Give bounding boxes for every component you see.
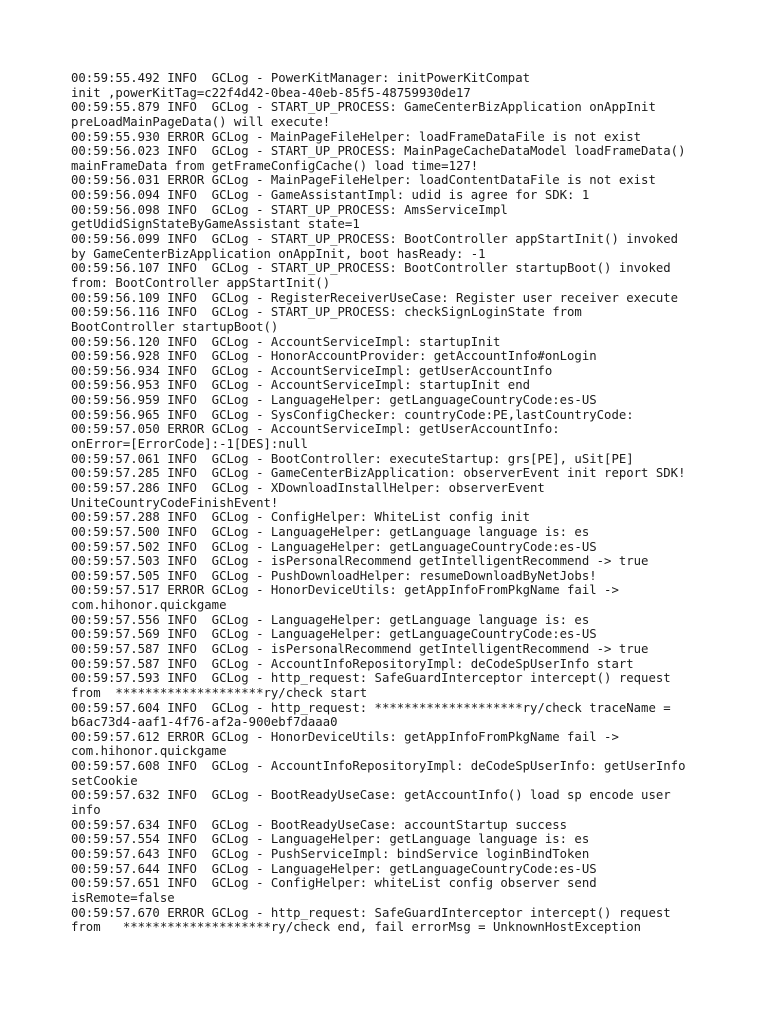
log-line: preLoadMainPageData() will execute! xyxy=(71,114,331,129)
log-line: UniteCountryCodeFinishEvent! xyxy=(71,495,279,510)
log-line: 00:59:55.879 INFO GCLog - START_UP_PROCESS: GameCenterBizApplication onAppInit xyxy=(71,100,656,115)
log-line: 00:59:57.604 INFO GCLog - http_request: ********************ry/check traceName = xyxy=(71,700,671,715)
log-line: init ,powerKitTag=c22f4d42-0bea-40eb-85f5-48759930de17 xyxy=(71,85,471,100)
log-line: 00:59:57.286 INFO GCLog - XDownloadInstallHelper: observerEvent xyxy=(71,480,545,495)
log-line: 00:59:56.099 INFO GCLog - START_UP_PROCESS: BootController appStartInit() invoked xyxy=(71,232,679,247)
log-line: 00:59:57.569 INFO GCLog - LanguageHelper: getLanguageCountryCode:es-US xyxy=(71,627,597,642)
log-line: 00:59:55.930 ERROR GCLog - MainPageFileHelper: loadFrameDataFile is not exist xyxy=(71,129,642,144)
log-line: info xyxy=(71,803,101,818)
log-line: 00:59:57.670 ERROR GCLog - http_request: SafeGuardInterceptor intercept() request xyxy=(71,905,671,920)
log-line: mainFrameData from getFrameConfigCache() load time=127! xyxy=(71,158,479,173)
log-line: 00:59:56.928 INFO GCLog - HonorAccountProvider: getAccountInfo#onLogin xyxy=(71,349,597,364)
log-line: 00:59:57.651 INFO GCLog - ConfigHelper: whiteList config observer send xyxy=(71,876,597,891)
log-line: from ********************ry/check start xyxy=(71,685,368,700)
log-line: 00:59:57.505 INFO GCLog - PushDownloadHelper: resumeDownloadByNetJobs! xyxy=(71,568,597,583)
log-line: by GameCenterBizApplication onAppInit, boot hasReady: -1 xyxy=(71,246,486,261)
log-line: 00:59:57.608 INFO GCLog - AccountInfoRepositoryImpl: deCodeSpUserInfo: getUserInfo xyxy=(71,759,686,774)
log-line: b6ac73d4-aaf1-4f76-af2a-900ebf7daaa0 xyxy=(71,715,338,730)
log-line: from ********************ry/check end, fail errorMsg = UnknownHostException xyxy=(71,920,642,935)
log-line: 00:59:57.587 INFO GCLog - isPersonalRecommend getIntelligentRecommend -> true xyxy=(71,641,649,656)
log-line: 00:59:56.098 INFO GCLog - START_UP_PROCESS: AmsServiceImpl xyxy=(71,202,508,217)
log-line: 00:59:57.288 INFO GCLog - ConfigHelper: WhiteList config init xyxy=(71,510,531,525)
log-line: 00:59:57.285 INFO GCLog - GameCenterBizApplication: observerEvent init report SDK! xyxy=(71,466,686,481)
log-line: 00:59:57.612 ERROR GCLog - HonorDeviceUtils: getAppInfoFromPkgName fail -> xyxy=(71,729,619,744)
log-line: 00:59:57.050 ERROR GCLog - AccountServiceImpl: getUserAccountInfo: xyxy=(71,422,560,437)
log-line: 00:59:55.492 INFO GCLog - PowerKitManager: initPowerKitCompat xyxy=(71,71,531,85)
log-line: 00:59:57.500 INFO GCLog - LanguageHelper: getLanguage language is: es xyxy=(71,524,590,539)
log-line: 00:59:57.061 INFO GCLog - BootController: executeStartup: grs[PE], uSit[PE] xyxy=(71,451,634,466)
log-line: BootController startupBoot() xyxy=(71,319,279,334)
log-line: 00:59:57.634 INFO GCLog - BootReadyUseCase: accountStartup success xyxy=(71,817,568,832)
log-line: 00:59:57.517 ERROR GCLog - HonorDeviceUtils: getAppInfoFromPkgName fail -> xyxy=(71,583,619,598)
log-line: 00:59:56.959 INFO GCLog - LanguageHelper: getLanguageCountryCode:es-US xyxy=(71,393,597,408)
log-line: 00:59:56.094 INFO GCLog - GameAssistantImpl: udid is agree for SDK: 1 xyxy=(71,188,590,203)
log-line: 00:59:56.965 INFO GCLog - SysConfigChecker: countryCode:PE,lastCountryCode: xyxy=(71,407,634,422)
log-line: onError=[ErrorCode]:-1[DES]:null xyxy=(71,437,308,452)
log-line: 00:59:57.503 INFO GCLog - isPersonalRecommend getIntelligentRecommend -> true xyxy=(71,554,649,569)
log-line: isRemote=false xyxy=(71,890,175,905)
log-line: 00:59:57.643 INFO GCLog - PushServiceImpl: bindService loginBindToken xyxy=(71,846,590,861)
log-line: 00:59:57.644 INFO GCLog - LanguageHelper: getLanguageCountryCode:es-US xyxy=(71,861,597,876)
log-line: 00:59:56.023 INFO GCLog - START_UP_PROCESS: MainPageCacheDataModel loadFrameData() xyxy=(71,144,686,159)
log-line: 00:59:57.502 INFO GCLog - LanguageHelper: getLanguageCountryCode:es-US xyxy=(71,539,597,554)
log-line: 00:59:56.934 INFO GCLog - AccountServiceImpl: getUserAccountInfo xyxy=(71,363,553,378)
log-line: com.hihonor.quickgame xyxy=(71,598,227,613)
log-line: com.hihonor.quickgame xyxy=(71,744,227,759)
log-line: 00:59:57.593 INFO GCLog - http_request: SafeGuardInterceptor intercept() request xyxy=(71,671,671,686)
log-line: 00:59:56.116 INFO GCLog - START_UP_PROCESS: checkSignLoginState from xyxy=(71,305,582,320)
log-line: 00:59:57.587 INFO GCLog - AccountInfoRepositoryImpl: deCodeSpUserInfo start xyxy=(71,656,634,671)
log-line: getUdidSignStateByGameAssistant state=1 xyxy=(71,217,360,232)
log-line: 00:59:57.554 INFO GCLog - LanguageHelper: getLanguage language is: es xyxy=(71,832,590,847)
log-line: from: BootController appStartInit() xyxy=(71,275,331,290)
log-line: 00:59:56.120 INFO GCLog - AccountServiceImpl: startupInit xyxy=(71,334,501,349)
log-line: 00:59:56.031 ERROR GCLog - MainPageFileHelper: loadContentDataFile is not exist xyxy=(71,173,656,188)
log-line: 00:59:56.953 INFO GCLog - AccountServiceImpl: startupInit end xyxy=(71,378,531,393)
log-line: 00:59:57.632 INFO GCLog - BootReadyUseCase: getAccountInfo() load sp encode user xyxy=(71,788,671,803)
log-line: 00:59:56.109 INFO GCLog - RegisterReceiverUseCase: Register user receiver execute xyxy=(71,290,679,305)
log-line: 00:59:56.107 INFO GCLog - START_UP_PROCESS: BootController startupBoot() invoked xyxy=(71,261,671,276)
log-line: 00:59:57.556 INFO GCLog - LanguageHelper: getLanguage language is: es xyxy=(71,612,590,627)
log-line: setCookie xyxy=(71,773,138,788)
log-text-block xyxy=(71,71,731,935)
